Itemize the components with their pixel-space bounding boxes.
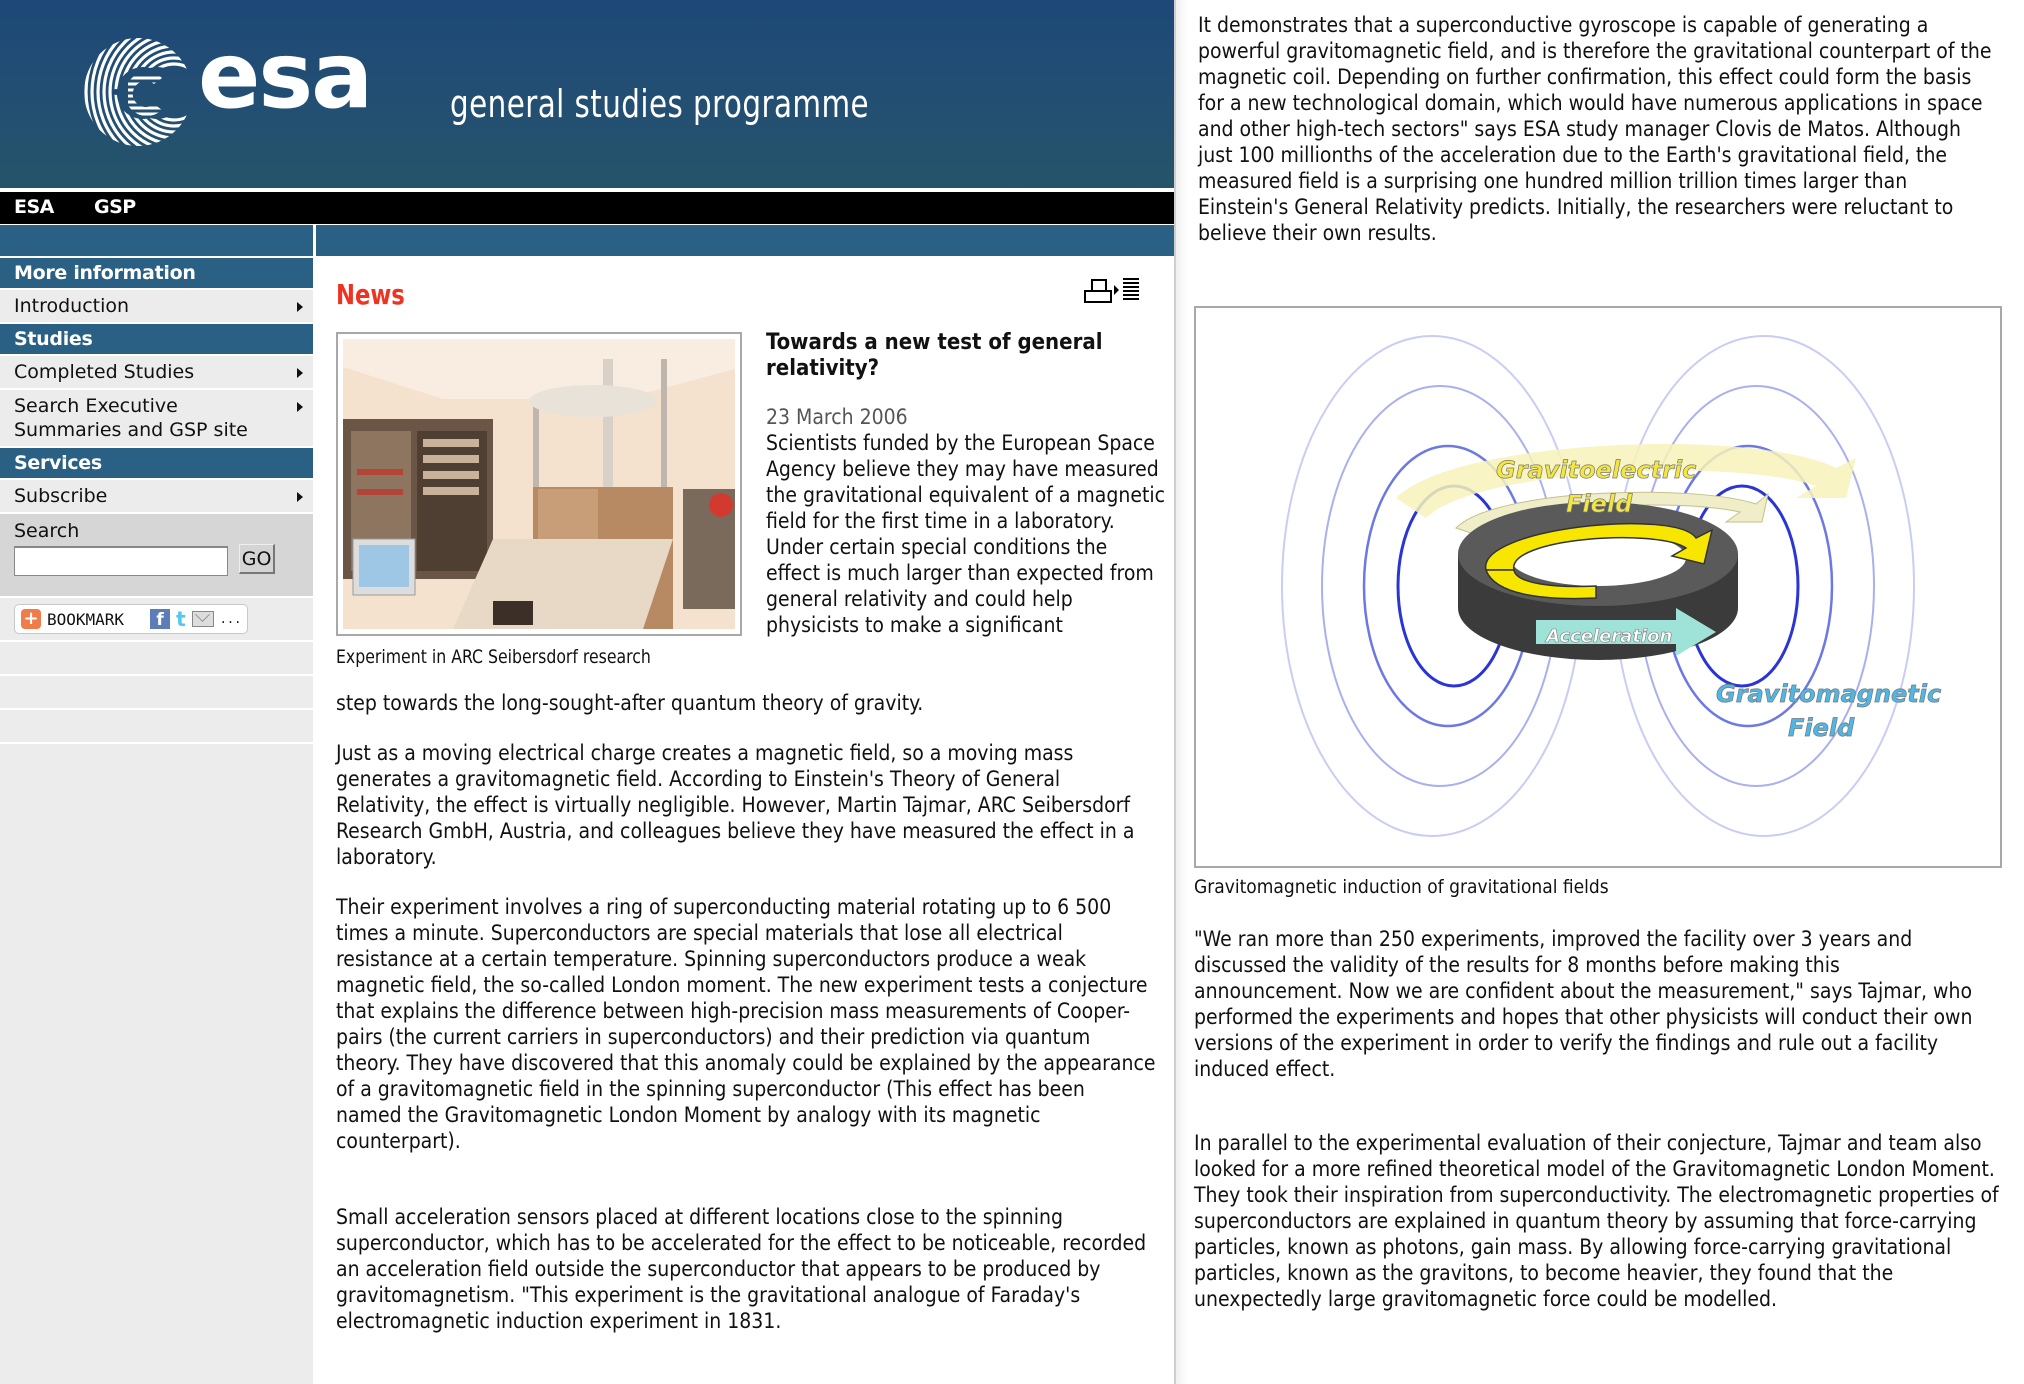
arrow-right-icon	[297, 492, 303, 502]
esa-logo[interactable]	[78, 22, 398, 149]
sidebar-heading-more-information: More information	[0, 258, 313, 288]
sidebar-item-label: Introduction	[14, 295, 130, 317]
email-icon[interactable]	[192, 611, 214, 627]
sidebar-item-search-executive-summaries[interactable]	[0, 390, 313, 446]
article-lead-continued: step towards the long-sought-after quantum theory of gravity.	[336, 691, 924, 715]
article-photo-frame	[336, 332, 742, 636]
article-lead: Scientists funded by the European Space Agency believe they may have measured the gravitational equivalent of a magnetic field for the first time in a laboratory. Under certain special conditions the effect is much larger than expected from general relativity and could help physicists to make a significant	[766, 431, 1166, 637]
site-header	[0, 0, 1174, 188]
printer-icon[interactable]	[1084, 279, 1110, 301]
sidebar-item-label: Completed Studies	[14, 361, 195, 383]
section-title: News	[336, 278, 405, 311]
acceleration-label: Acceleration	[1546, 626, 1673, 647]
more-share-label[interactable]: ...	[219, 612, 242, 626]
sidebar-item-label: Subscribe	[14, 485, 108, 507]
arrow-right-icon	[1114, 285, 1119, 295]
article-paragraph: In parallel to the experimental evaluation of their conjecture, Tajmar and team also looked for a more refined theoretical model of the Gravitomagnetic London Moment. They took their inspiration from superconductivity. The electromagnetic properties of superconductors are explained in quantum theory by assuming that force-carrying particles, known as photons, gain mass. By allowing force-carrying gravitational particles, known as the gravitons, to become heavier, they found that the unexpectedly large gravitomagnetic force could be modelled.	[1194, 1131, 1999, 1311]
article-paragraph: Their experiment involves a ring of superconducting material rotating up to 6 500 times a minute. Superconductors are special materials that lose all electrical resistance at a certain temperature. Spinning superconductors produce a weak magnetic field, the so-called London moment. The new experiment tests a conjecture that explains the difference between high-precision mass measurements of Cooper-pairs (the current carriers in superconductors) and their prediction via quantum theory. They have discovered that this anomaly could be explained by the appearance of a gravitomagnetic field in the spinning superconductor (This effect has been named the Gravitomagnetic London Moment by analogy with its magnetic counterpart).	[336, 895, 1156, 1153]
search-go-button[interactable]: GO	[239, 544, 275, 574]
esa-emblem-icon	[78, 34, 198, 149]
facebook-icon[interactable]: f	[150, 609, 170, 629]
arrow-right-icon	[297, 302, 303, 312]
gravitomagnetic-diagram	[1196, 308, 2000, 866]
article-headline: Towards a new test of general relativity?	[766, 330, 1103, 381]
gravitomagnetic-figure	[1194, 306, 2002, 868]
bookmark-row	[0, 598, 313, 640]
logo-wordmark: esa	[198, 22, 372, 129]
gravitomagnetic-label: Gravitomagnetic	[1716, 680, 1942, 708]
content-top-bar	[316, 225, 1174, 256]
article-tools	[1084, 278, 1139, 302]
article-date: 23 March 2006	[766, 405, 908, 429]
arrow-right-icon	[297, 402, 303, 412]
article-continuation-page	[1176, 0, 2024, 1384]
programme-title: general studies programme	[450, 82, 870, 126]
article-paragraph: Small acceleration sensors placed at different locations close to the spinning superconductor, which has to be accelerated for the effect to be noticeable, recorded an acceleration field outside the superconductor that appears to be produced by gravitomagnetism. "This experiment is the gravitational analogue of Faraday's electromagnetic induction experiment in 1831.	[336, 1205, 1147, 1333]
figure-caption: Gravitomagnetic induction of gravitational fields	[1194, 876, 1609, 898]
lab-photo[interactable]	[343, 339, 735, 629]
plus-icon: +	[21, 609, 41, 629]
twitter-icon[interactable]: t	[176, 607, 186, 631]
article-paragraph: It demonstrates that a superconductive gyroscope is capable of generating a powerful gravitomagnetic field, and is therefore the gravitational counterpart of the magnetic coil. Depending on further confirmation, this effect could form the basis for a new technological domain, which would have numerous applications in space and other high-tech sectors" says ESA study manager Clovis de Matos. Although just 100 millionths of the acceleration due to the Earth's gravitational field, the measured field is a surprising one hundred million trillion times larger than Einstein's General Relativity predicts. Initially, the researchers were reluctant to believe their own results.	[1198, 13, 1992, 245]
bookmark-label: BOOKMARK	[47, 609, 125, 629]
sidebar-empty-row	[0, 642, 313, 674]
sidebar-heading-studies: Studies	[0, 324, 313, 354]
article-paragraph: "We ran more than 250 experiments, improved the facility over 3 years and discussed the validity of the results for 8 months before making this announcement. Now we are confident about the measurement," says Tajmar, who performed the experiments and hopes that other physicists will conduct their own versions of the experiment in order to verify the findings and rule out a facility induced effect.	[1194, 927, 1973, 1081]
arrow-right-icon	[297, 368, 303, 378]
top-nav	[0, 190, 1174, 224]
list-icon[interactable]	[1123, 278, 1139, 302]
sidebar-item-subscribe[interactable]	[0, 480, 313, 512]
search-label: Search	[14, 520, 80, 542]
nav-link-gsp[interactable]: GSP	[94, 196, 136, 218]
gravitoelectric-label: Gravitoelectric	[1496, 456, 1697, 484]
sidebar-item-completed-studies[interactable]	[0, 356, 313, 388]
sidebar-heading-services: Services	[0, 448, 313, 478]
sidebar-filler	[0, 744, 313, 1384]
lab-scene-illustration	[343, 339, 735, 629]
bookmark-button[interactable]	[14, 604, 248, 634]
sidebar	[0, 258, 313, 1384]
sidebar-item-label: Search Executive Summaries and GSP site	[14, 395, 248, 441]
gravitomagnetic-label-2: Field	[1788, 714, 1855, 742]
photo-caption: Experiment in ARC Seibersdorf research	[336, 646, 651, 668]
search-box	[0, 514, 313, 596]
sidebar-empty-row	[0, 710, 313, 742]
sidebar-top-bar	[0, 225, 313, 256]
gravitoelectric-label-2: Field	[1566, 490, 1633, 518]
search-input[interactable]	[14, 546, 228, 576]
sidebar-item-introduction[interactable]	[0, 290, 313, 322]
article-paragraph: Just as a moving electrical charge creates a magnetic field, so a moving mass generates a gravitomagnetic field. According to Einstein's Theory of General Relativity, the effect is virtually negligible. However, Martin Tajmar, ARC Seibersdorf Research GmbH, Austria, and colleagues believe they have measured the effect in a laboratory.	[336, 741, 1135, 869]
sidebar-empty-row	[0, 676, 313, 708]
nav-link-esa[interactable]: ESA	[14, 196, 54, 218]
